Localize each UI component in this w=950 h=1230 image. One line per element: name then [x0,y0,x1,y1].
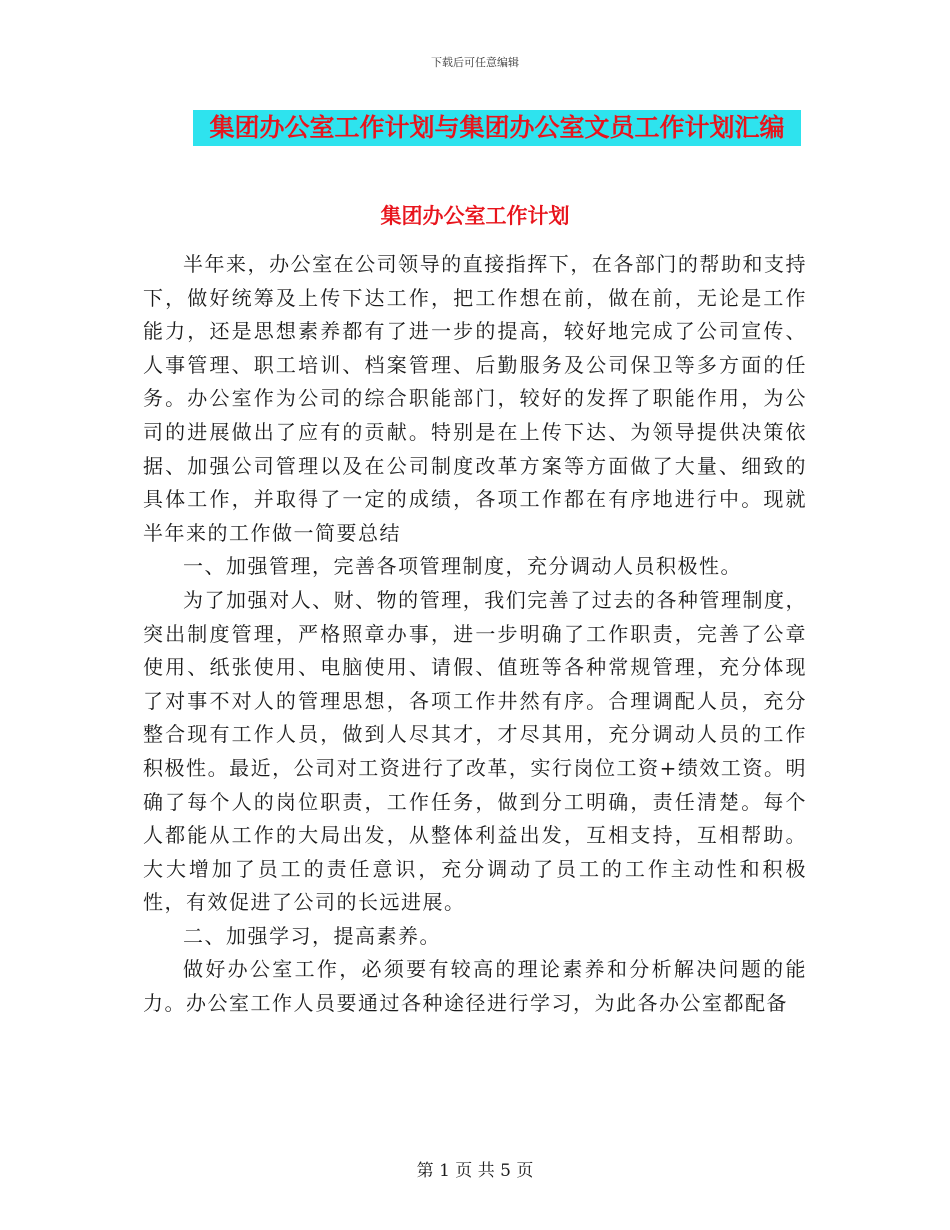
paragraph-summary: 半年来，办公室在公司领导的直接指挥下，在各部门的帮助和支持下，做好统筹及上传下达工作，把工作想在前，做在前，无论是工作能力，还是思想素养都有了进一步的提高，较好地完成了公司宣传、人事管理、职工培训、档案管理、后勤服务及公司保卫等多方面的任务。办公室作为公司的综合职能部门，较好的发挥了职能作用，为公司的进展做出了应有的贡献。特别是在上传下达、为领导提供决策依据、加强公司管理以及在公司制度改革方案等方面做了大量、细致的具体工作，并取得了一定的成绩，各项工作都在有序地进行中。现就半年来的工作做一简要总结 [143,252,807,545]
paragraph-study-details: 做好办公室工作，必须要有较高的理论素养和分析解决问题的能力。办公室工作人员要通过各种途径进行学习，为此各办公室都配备 [143,957,807,1016]
paragraph-management-details: 为了加强对人、财、物的管理，我们完善了过去的各种管理制度，突出制度管理，严格照章办事，进一步明确了工作职责，完善了公章使用、纸张使用、电脑使用、请假、值班等各种常规管理，充分体现了对事不对人的管理思想，各项工作井然有序。合理调配人员，充分整合现有工作人员，做到人尽其才，才尽其用，充分调动人员的工作积极性。最近，公司对工资进行了改革，实行岗位工资+绩效工资。明确了每个人的岗位职责，工作任务，做到分工明确，责任清楚。每个人都能从工作的大局出发，从整体利益出发，互相支持，互相帮助。大大增加了员工的责任意识，充分调动了员工的工作主动性和积极性，有效促进了公司的长远进展。 [143,587,807,915]
page-number: 第 1 页 共 5 页 [416,1161,534,1181]
paragraph-heading-management: 一、加强管理，完善各项管理制度，充分调动人员积极性。 [183,554,742,579]
section-title: 集团办公室工作计划 [380,204,570,228]
paragraph-heading-study: 二、加强学习，提高素养。 [183,923,441,948]
document-body [143,248,807,1021]
document-main-title: 集团办公室工作计划与集团办公室文员工作计划汇编 [193,110,801,146]
header-note: 下载后可任意编辑 [431,56,519,69]
